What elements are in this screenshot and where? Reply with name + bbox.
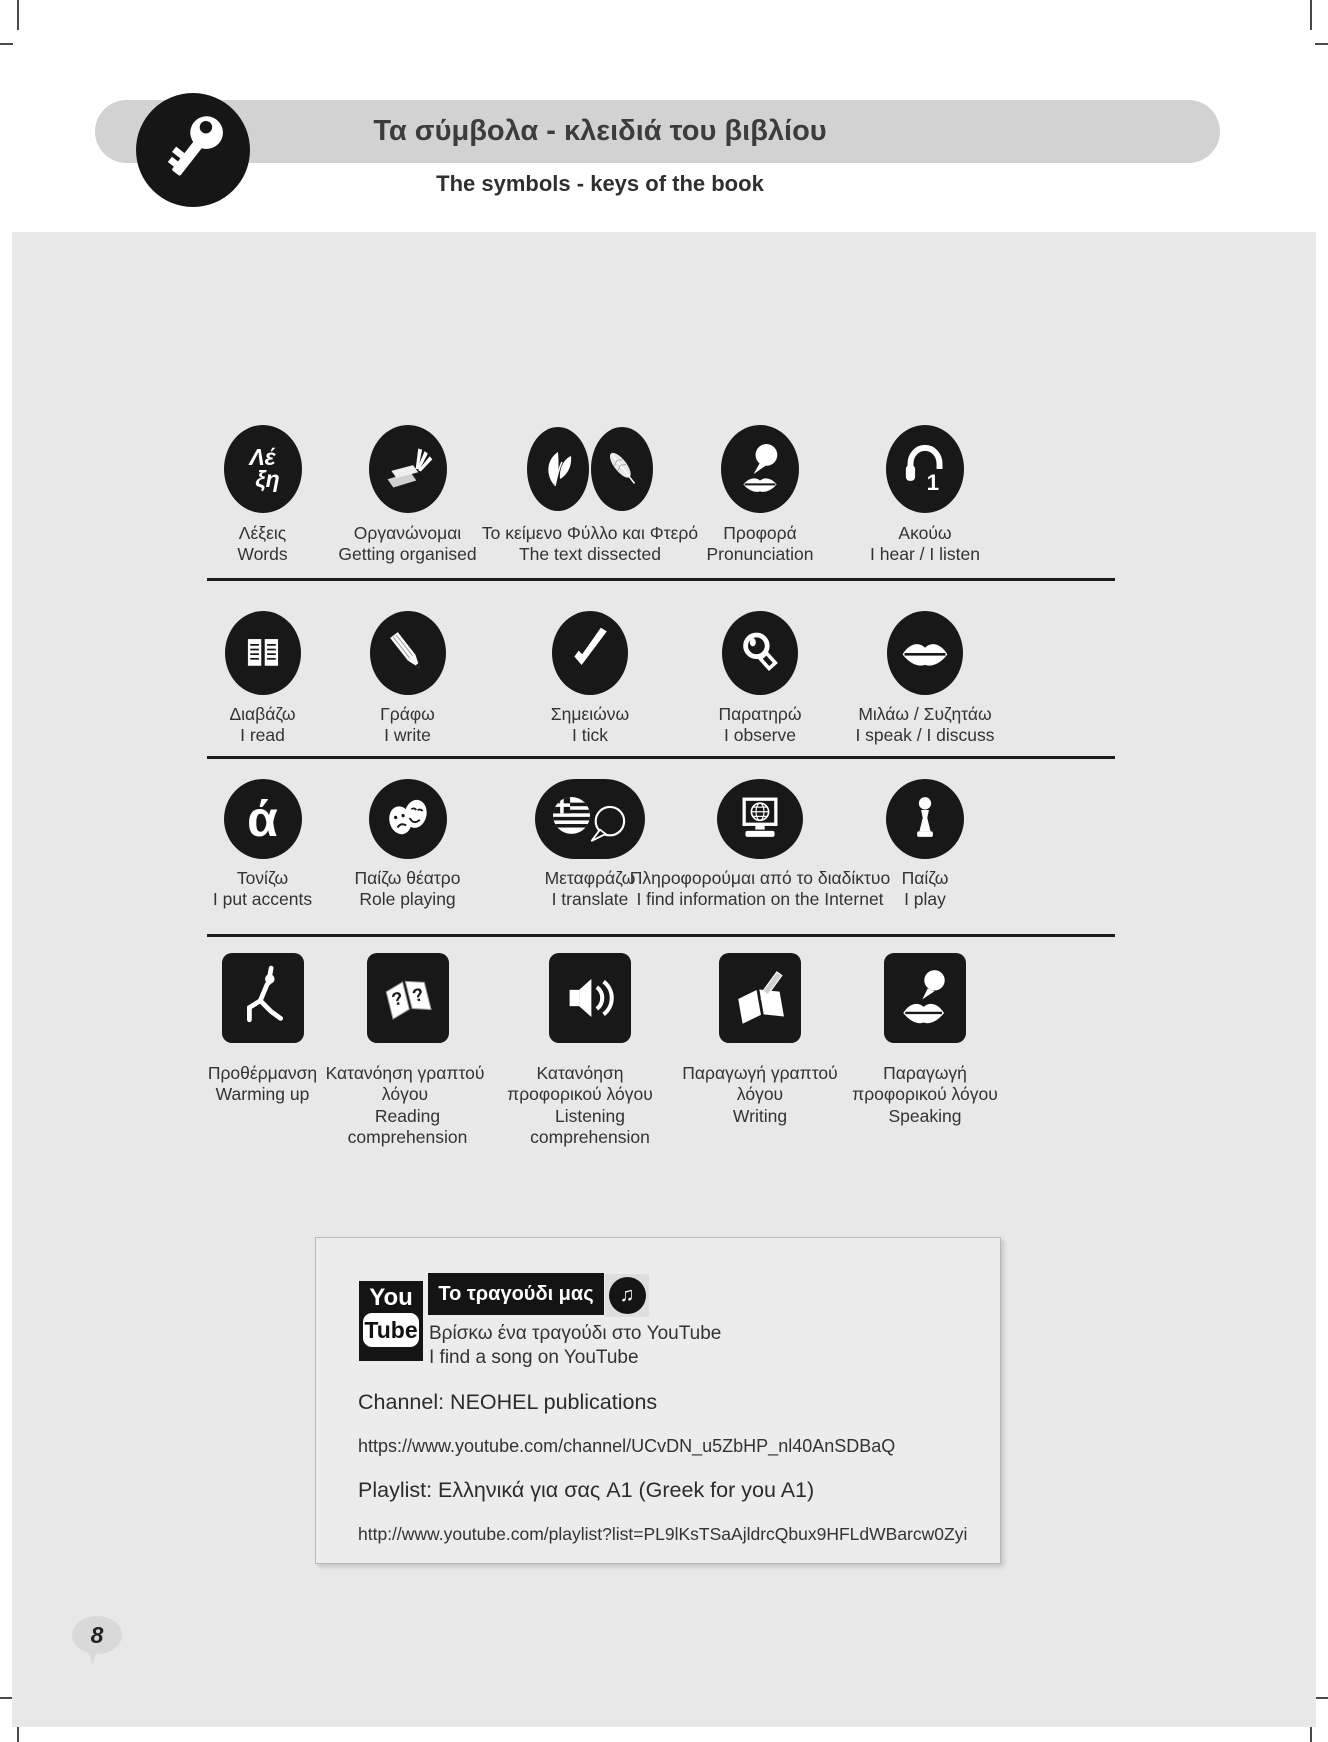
magnifier-icon (722, 611, 798, 695)
symbol-row-2 (205, 610, 1025, 747)
symbol-observe (685, 610, 835, 747)
page-title-english: The symbols - keys of the book (436, 171, 764, 196)
symbol-write (320, 610, 495, 747)
label-en: I translate (551, 889, 629, 910)
words-icon-text: Λέ (249, 444, 276, 471)
label-en: Role playing (359, 889, 456, 910)
label-en: I find information on the Internet (636, 889, 884, 910)
label-en: I hear / I listen (870, 544, 980, 565)
find-song-el: Βρίσκω ένα τραγούδι στο YouTube (429, 1323, 722, 1344)
symbol-speaking (835, 953, 1015, 1127)
label-en: I speak / I discuss (855, 725, 995, 746)
label-el: Τονίζω (236, 868, 289, 888)
label-en: Listening comprehension (530, 1105, 650, 1148)
svg-text:?: ? (389, 987, 405, 1010)
lips-speech-icon (884, 953, 966, 1043)
playlist-label: Playlist: Ελληνικά για σας A1 (Greek for you A1) (358, 1478, 815, 1502)
open-book-icon (225, 611, 301, 695)
track-number: 1 (926, 470, 940, 496)
key-icon-glyph (145, 102, 241, 198)
song-banner (428, 1273, 604, 1315)
crop-mark (1315, 43, 1328, 45)
label-el: Προφορά (723, 523, 797, 543)
page-number: 8 (90, 1621, 104, 1648)
label-en: Writing (732, 1105, 788, 1126)
label-el: Οργανώνομαι (353, 523, 462, 543)
label-el: Παίζω θέατρο (354, 868, 461, 888)
find-song-text (429, 1322, 721, 1370)
label-el: Λέξεις (238, 523, 287, 543)
channel-url: https://www.youtube.com/channel/UCvDN_u5ZbHP_nl40AnSDBaQ (358, 1436, 896, 1456)
label-el: Διαβάζω (229, 704, 296, 724)
label-en: I read (240, 725, 285, 746)
symbol-listening-comprehension (495, 953, 685, 1148)
label-en: Reading comprehension (347, 1105, 468, 1148)
pencil-icon (370, 611, 446, 695)
crop-mark (0, 43, 13, 45)
label-en: I tick (572, 725, 608, 746)
label-el: Σημειώνω (550, 704, 630, 724)
label-el: Μιλάω / Συζητάω (858, 704, 992, 724)
checkmark-icon (552, 611, 628, 695)
music-note-icon (609, 1277, 646, 1314)
symbol-read (205, 610, 320, 747)
crop-mark (1315, 1697, 1328, 1699)
symbol-reading-comprehension (320, 953, 495, 1148)
page-title-greek: Τα σύμβολα - κλειδιά του βιβλίου (373, 115, 827, 147)
symbol-row-1 (205, 423, 1025, 566)
speech-bubble-lips-icon (721, 425, 799, 513)
crop-mark (17, 0, 19, 30)
music-note-tile (605, 1274, 649, 1317)
label-el: Παραγωγή γραπτού λόγου (682, 1063, 838, 1105)
symbol-getting-organised (320, 423, 495, 566)
find-song-en: I find a song on YouTube (429, 1347, 639, 1368)
label-el: Παρατηρώ (718, 704, 802, 724)
row-separator (207, 578, 1115, 581)
book-pencil-icon (719, 953, 801, 1043)
youtube-logo (359, 1281, 423, 1361)
accented-alpha-icon (224, 779, 302, 859)
theatre-masks-icon (369, 779, 447, 859)
label-en: Speaking (888, 1105, 962, 1126)
label-en: I play (904, 889, 946, 910)
lips-icon (887, 611, 963, 695)
warmup-pose-icon (222, 953, 304, 1043)
symbol-tick (495, 610, 685, 747)
symbol-play (835, 778, 1015, 911)
label-el: Παίζω (901, 868, 949, 888)
key-icon (136, 93, 250, 207)
symbol-warming-up (205, 953, 320, 1106)
label-el: Κατανόηση προφορικού λόγου (507, 1063, 653, 1105)
page-number-bubble (72, 1616, 122, 1654)
label-el: Κατανόηση γραπτού λόγου (325, 1063, 485, 1105)
label-en: Getting organised (338, 544, 477, 565)
alpha-glyph: ά (247, 791, 278, 847)
svg-text:?: ? (409, 984, 426, 1007)
speaker-icon (549, 953, 631, 1043)
youtube-panel (315, 1237, 1001, 1564)
symbol-words (205, 423, 320, 566)
symbol-internet (629, 778, 891, 911)
symbol-speak-discuss (835, 610, 1015, 747)
label-en: I write (384, 725, 431, 746)
label-el: Γράφω (380, 704, 435, 724)
book-questions-icon (367, 953, 449, 1043)
label-el: Πληροφορούμαι από το διαδίκτυο (629, 868, 891, 888)
music-note-glyph: ♫ (619, 1284, 635, 1306)
leaf-icon (527, 427, 589, 511)
words-icon (224, 425, 302, 513)
label-en: The text dissected (518, 544, 662, 565)
symbol-row-3 (205, 778, 1025, 911)
symbol-role-playing (320, 778, 495, 911)
youtube-logo-you: You (369, 1284, 413, 1311)
headphones-icon (886, 425, 964, 513)
label-el: Το κείμενο Φύλλο και Φτερό (481, 523, 699, 543)
row-separator (207, 756, 1115, 759)
label-en: Words (237, 544, 288, 565)
symbol-writing (682, 953, 838, 1127)
crop-mark (1310, 0, 1312, 30)
computer-globe-icon (717, 779, 803, 859)
song-banner-label: Το τραγούδι μας (438, 1282, 594, 1305)
words-icon-text: ξη (255, 466, 280, 492)
label-en: I observe (724, 725, 796, 746)
pawn-icon (886, 779, 964, 859)
symbol-listen (835, 423, 1015, 566)
symbol-text-dissected (481, 423, 699, 566)
label-en: I put accents (212, 889, 313, 910)
feather-icon (591, 427, 653, 511)
label-el: Ακούω (898, 523, 952, 543)
youtube-logo-tube: Tube (364, 1316, 418, 1343)
playlist-url: http://www.youtube.com/playlist?list=PL9lKsTSaAjldrcQbux9HFLdWBarcw0Zyi (358, 1524, 968, 1544)
symbol-row-4 (205, 953, 1025, 1148)
label-el: Παραγωγή προφορικού λόγου (852, 1063, 998, 1105)
label-el: Μεταφράζω (544, 868, 636, 888)
label-en: Pronunciation (706, 544, 814, 565)
channel-label: Channel: NEOHEL publications (358, 1390, 658, 1414)
symbol-pronunciation (685, 423, 835, 566)
books-stack-icon (369, 425, 447, 513)
label-el: Προθέρμανση (207, 1063, 318, 1083)
label-en: Warming up (215, 1084, 310, 1105)
greek-flag-speech-icon (535, 779, 645, 859)
symbol-accents (205, 778, 320, 911)
row-separator (207, 934, 1115, 937)
